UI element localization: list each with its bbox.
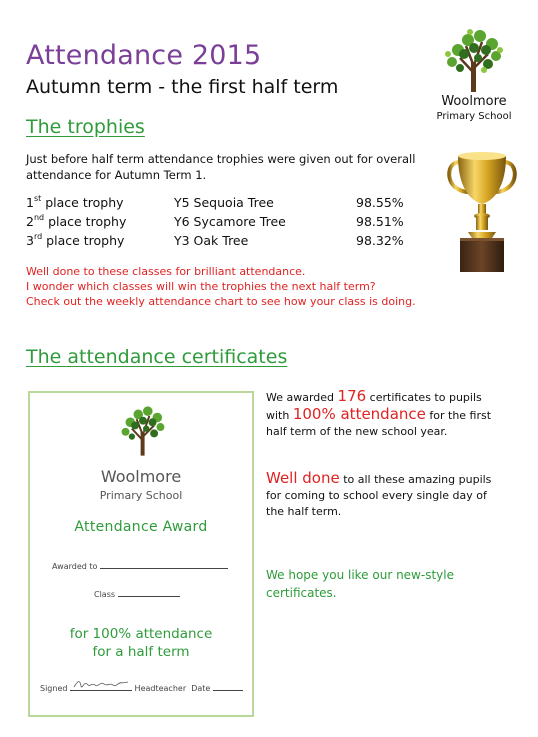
certificate-school-sub: Primary School (99, 489, 183, 502)
attendance-highlight: 100% attendance (292, 405, 426, 423)
message-line: I wonder which classes will win the trophies the next half term? (26, 280, 376, 293)
page-subtitle: Autumn term - the first half term (26, 76, 339, 98)
trophy-class: Y6 Sycamore Tree (174, 214, 286, 229)
certificate-signature-line: Signed Headteacher Date (40, 683, 243, 693)
certificate-image (28, 391, 254, 717)
message-line: Well done to these classes for brilliant attendance. (26, 265, 306, 278)
trophy-row (26, 233, 416, 252)
trophy-percent: 98.51% (356, 214, 404, 229)
certificates-paragraph-2: Well done to all these amazing pupils for coming to school every single day of the half term. (266, 469, 492, 518)
trophy-class: Y3 Oak Tree (174, 233, 249, 248)
certificate-awarded-to: Awarded to (52, 561, 228, 571)
trophy-place: 2nd place trophy (26, 213, 127, 229)
tree-icon (440, 28, 508, 94)
trophy-table (26, 195, 416, 252)
trophy-percent: 98.55% (356, 195, 404, 210)
certificates-closing: We hope you like our new-style certificates. (266, 568, 454, 600)
well-done-highlight: Well done (266, 469, 340, 487)
certificate-count: 176 (337, 387, 367, 405)
certificate-school-name: Woolmore (100, 467, 182, 486)
signature-scribble (72, 679, 130, 691)
certificates-paragraph-1: We awarded 176 certificates to pupils with 100% attendance for the first half term of the new school year. (266, 387, 492, 438)
logo-subtitle: Primary School (436, 111, 512, 122)
trophies-heading: The trophies (26, 116, 145, 138)
trophy-row (26, 195, 416, 214)
trophy-class: Y5 Sequoia Tree (174, 195, 274, 210)
trophies-message (26, 264, 466, 309)
certificates-heading: The attendance certificates (26, 346, 288, 368)
trophy-place: 1st place trophy (26, 194, 124, 210)
logo-name: Woolmore (441, 94, 507, 109)
certificate-class: Class (94, 589, 180, 599)
trophy-row (26, 214, 416, 233)
trophy-icon (446, 148, 518, 274)
school-logo (422, 28, 526, 128)
trophies-intro: Just before half term attendance trophies were given out for overall attendance for Autumn Term 1. (26, 152, 416, 182)
message-line: Check out the weekly attendance chart to see how your class is doing. (26, 295, 416, 308)
page-title: Attendance 2015 (26, 40, 262, 71)
trophy-place: 3rd place trophy (26, 232, 125, 248)
certificate-for: for 100% attendance for a half term (69, 626, 213, 660)
trophy-percent: 98.32% (356, 233, 404, 248)
certificate-award-title: Attendance Award (74, 519, 208, 535)
tree-icon (116, 403, 170, 459)
